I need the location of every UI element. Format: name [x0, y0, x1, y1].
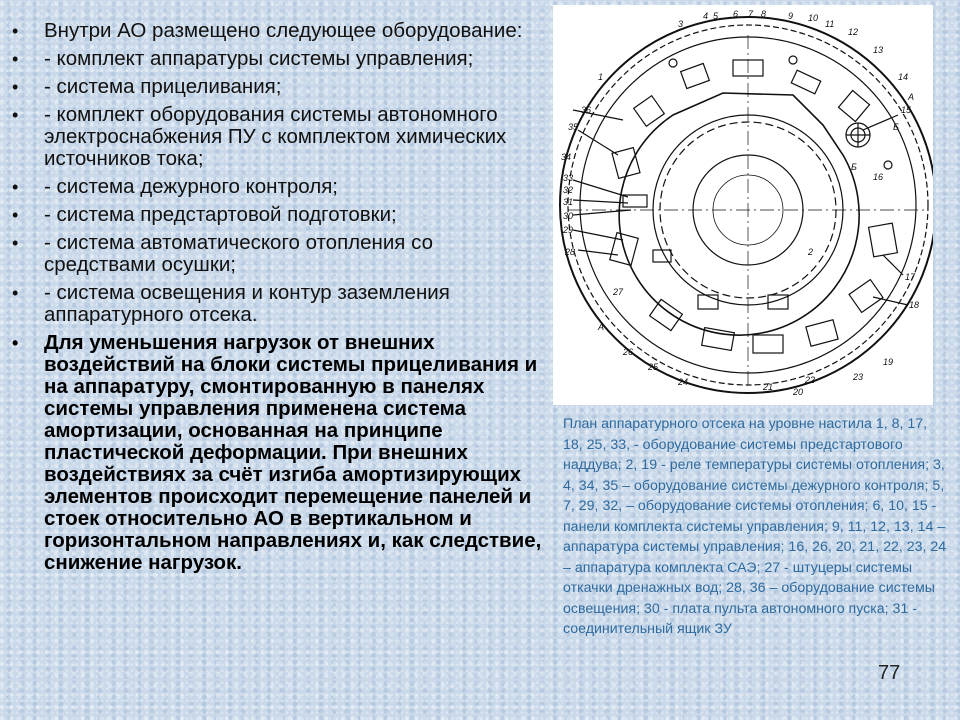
figure-label: 18 — [909, 300, 920, 310]
figure-label: 17 — [905, 272, 916, 282]
figure-label: 16 — [873, 172, 884, 182]
figure-label: А — [598, 322, 605, 332]
figure-label: 1 — [598, 72, 604, 82]
bullet-text: - система прицеливания; — [44, 75, 282, 98]
bullet-marker: • — [12, 205, 19, 225]
figure-caption: План аппаратурного отсека на уровне настила 1, 8, 17, 18, 25, 33, - оборудование системы предстартового наддува; 2, 19 - реле температуры системы отопления; 3, 4, 34, 35 – оборудование системы дежурного контроля; 5, 7, 29, 32, – оборудование системы отопления; 6, 10, 15 - панели комплекта системы управления; 9, 11, 12, 13, 14 – аппаратура системы управления; 16, 26, 20, 21, 22, 23, 24 – аппаратура комплекта САЭ; 27 - штуцеры системы откачки дренажных вод; 28, 36 – оборудование системы освещения; 30 - плата пульта автономного пуска; 31 - соединительный ящик ЗУ — [563, 416, 947, 637]
figure-label: 10 — [808, 13, 819, 23]
figure-label: 29 — [563, 225, 574, 235]
figure-label: 7 — [748, 9, 754, 19]
bullet-item — [10, 76, 550, 98]
page-number: 77 — [878, 662, 901, 684]
figure-label: Б — [893, 122, 899, 132]
figure-label: 11 — [825, 19, 835, 29]
figure-label: 12 — [848, 27, 859, 37]
bullet-text: - система автоматического отопления со средствами осушки; — [44, 231, 433, 276]
bullet-marker: • — [12, 105, 19, 125]
bullet-marker: • — [12, 177, 19, 197]
bullet-text: - комплект аппаратуры системы управления; — [44, 47, 474, 70]
bullet-text: - система освещения и контур заземления аппаратурного отсека. — [44, 281, 450, 326]
bullet-item — [10, 204, 550, 226]
bullet-marker: • — [12, 77, 19, 97]
figure-label: 6 — [733, 9, 739, 19]
figure-label: 20 — [793, 387, 804, 397]
bullet-marker: • — [12, 233, 19, 253]
figure-label: 13 — [873, 45, 884, 55]
figure-label: 33 — [563, 173, 574, 183]
compartment-plan-drawing — [553, 5, 933, 405]
figure-label: 22 — [805, 375, 816, 385]
bullet-marker: • — [12, 283, 19, 303]
figure-label: 19 — [883, 357, 894, 367]
bullet-item — [10, 332, 550, 574]
bullet-text: - система предстартовой подготовки; — [44, 203, 397, 226]
figure-label: 4 — [703, 11, 709, 21]
figure-label: 30 — [563, 211, 574, 221]
bullet-item — [10, 48, 550, 70]
figure-label: 15 — [901, 105, 912, 115]
bullet-item — [10, 104, 550, 170]
bullet-item — [10, 282, 550, 326]
figure-label: 36 — [581, 105, 592, 115]
bullet-marker: • — [12, 49, 19, 69]
bullet-marker: • — [12, 333, 19, 353]
bullet-marker: • — [12, 21, 19, 41]
figure-label: 24 — [678, 377, 689, 387]
figure-label: 25 — [648, 362, 659, 372]
figure-label: 27 — [613, 287, 624, 297]
figure-label: 5 — [713, 11, 719, 21]
bullet-text: Внутри АО размещено следующее оборудование: — [44, 19, 523, 42]
figure-label: 3 — [678, 19, 684, 29]
figure-label: 8 — [761, 9, 767, 19]
figure-label: 2 — [808, 247, 814, 257]
bullet-text: Для уменьшения нагрузок от внешних воздействий на блоки системы прицеливания и на аппаратуру, смонтированную в панелях системы управления применена система амортизации, основанная на принципе пластической деформации. При внешних воздействиях за счёт изгиба амортизирующих элементов происходит перемещение панелей и стоек относительно АО в вертикальном и горизонтальном направлениях и, как следствие, снижение нагрузок. — [44, 331, 542, 574]
bullet-text: - система дежурного контроля; — [44, 175, 338, 198]
figure-label: 31 — [563, 197, 574, 207]
figure-label: 28 — [565, 247, 576, 257]
figure-label: 21 — [763, 382, 774, 392]
figure-label: 23 — [853, 372, 864, 382]
bullet-list — [10, 20, 550, 580]
bullet-item — [10, 176, 550, 198]
figure-label: 34 — [561, 152, 572, 162]
figure-label: 32 — [563, 185, 574, 195]
figure-label: Б — [851, 162, 857, 172]
bullet-text: - комплект оборудования системы автономного электроснабжения ПУ с комплектом химических источников тока; — [44, 103, 507, 170]
bullet-item — [10, 232, 550, 276]
figure-label: 26 — [623, 347, 634, 357]
figure-label: 9 — [788, 11, 794, 21]
figure-label: 35 — [568, 122, 579, 132]
compartment-plan-figure — [553, 5, 933, 405]
bullet-item — [10, 20, 550, 42]
figure-label: А — [908, 92, 915, 102]
figure-label: 14 — [898, 72, 909, 82]
